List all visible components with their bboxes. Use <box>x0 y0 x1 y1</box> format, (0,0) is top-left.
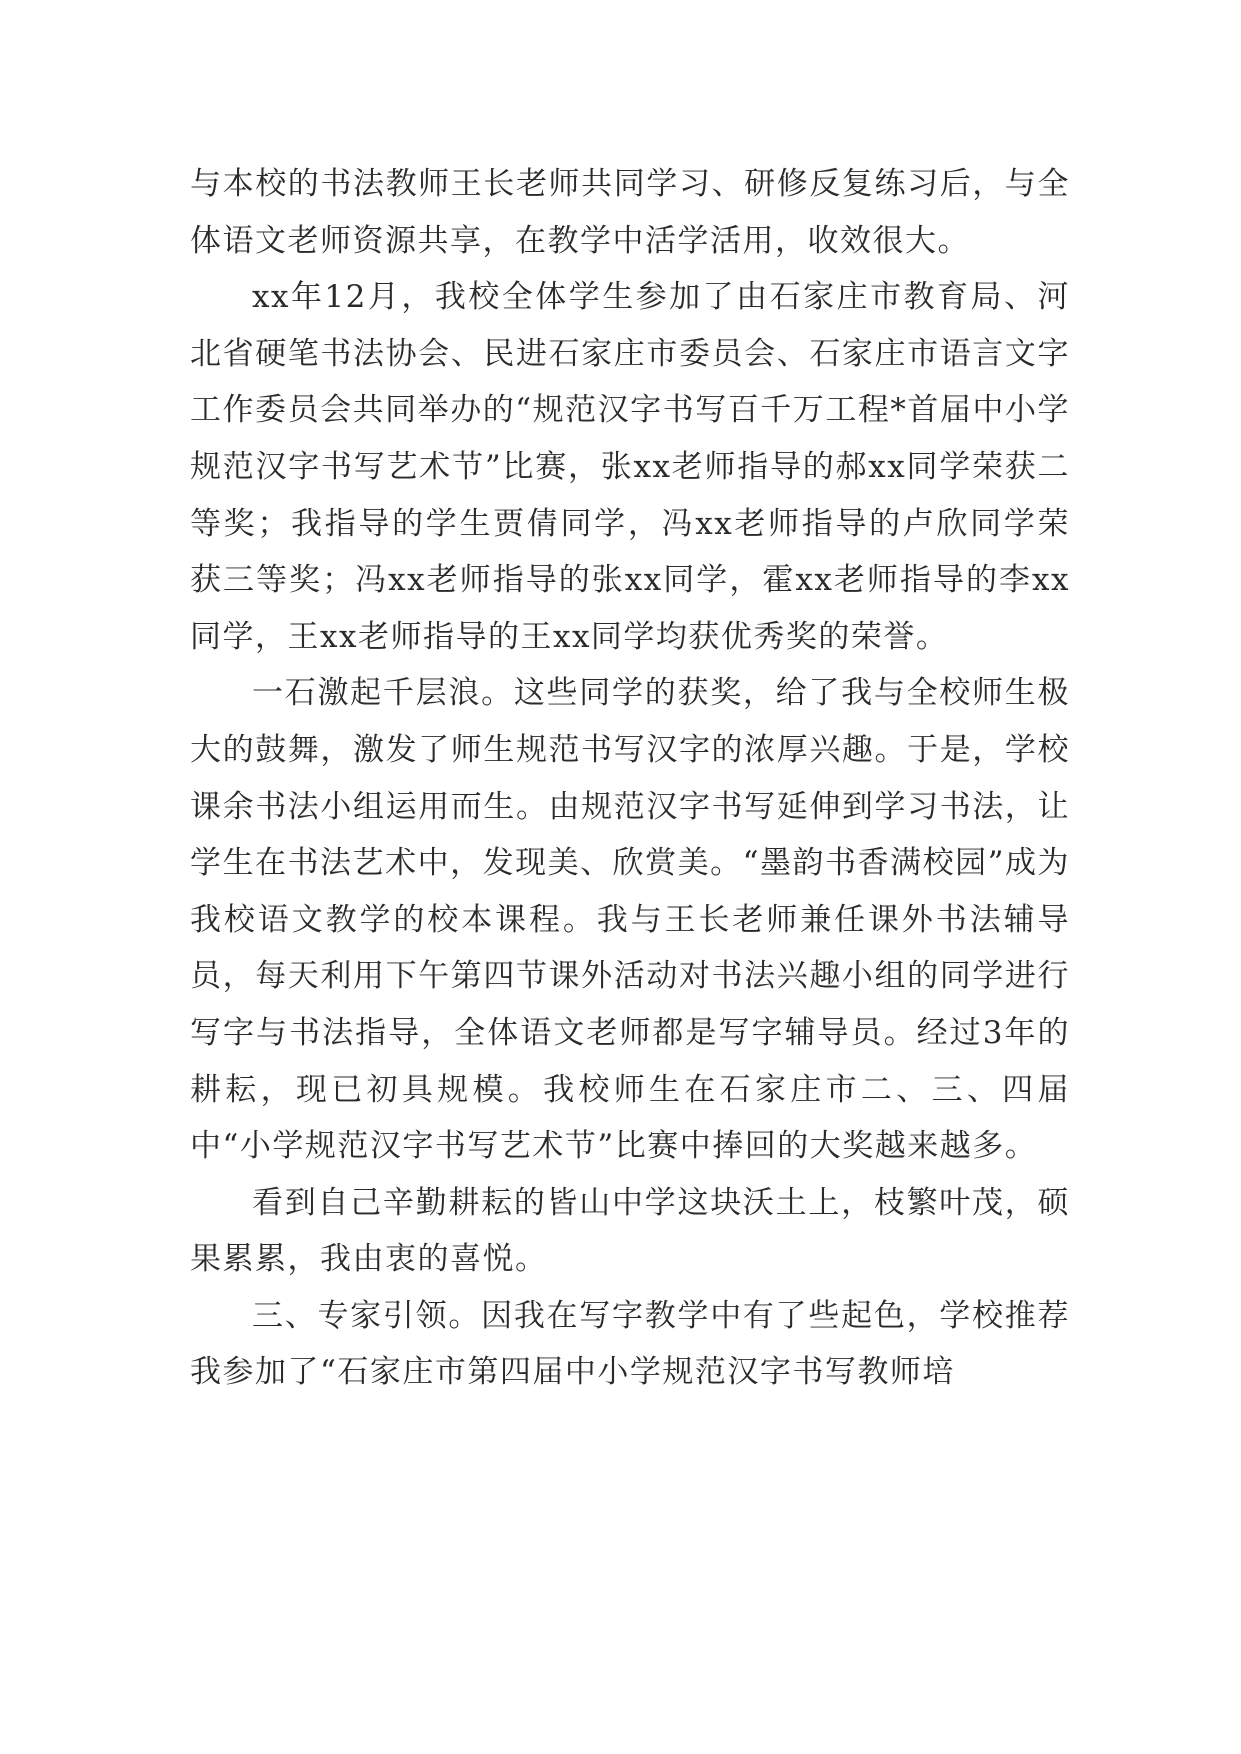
paragraph-harvest: 看到自己辛勤耕耘的皆山中学这块沃土上，枝繁叶茂，硕果累累，我由衷的喜悦。 <box>190 1184 1070 1278</box>
document-body <box>190 156 1070 1401</box>
paragraph-continuation: 与本校的书法教师王长老师共同学习、研修反复练习后，与全体语文老师资源共享，在教学中活学活用，收效很大。 <box>190 166 1070 259</box>
paragraph-calligraphy-group: 一石激起千层浪。这些同学的获奖，给了我与全校师生极大的鼓舞，激发了师生规范书写汉字的浓厚兴趣。于是，学校课余书法小组运用而生。由规范汉字书写延伸到学习书法，让学生在书法艺术中，发现美、欣赏美。“墨韵书香满校园”成为我校语文教学的校本课程。我与王长老师兼任课外书法辅导员，每天利用下午第四节课外活动对书法兴趣小组的同学进行写字与书法指导，全体语文老师都是写字辅导员。经过3年的耕耘，现已初具规模。我校师生在石家庄市二、三、四届中“小学规范汉字书写艺术节”比赛中捧回的大奖越来越多。 <box>190 675 1070 1165</box>
paragraph-expert-guidance: 三、专家引领。因我在写字教学中有了些起色，学校推荐我参加了“石家庄市第四届中小学规范汉字书写教师培 <box>190 1297 1070 1391</box>
paragraph-competition-awards: xx年12月，我校全体学生参加了由石家庄市教育局、河北省硬笔书法协会、民进石家庄市委员会、石家庄市语言文字工作委员会共同举办的“规范汉字书写百千万工程*首届中小学规范汉字书写艺术节”比赛，张xx老师指导的郝xx同学荣获二等奖；我指导的学生贾倩同学，冯xx老师指导的卢欣同学荣获三等奖；冯xx老师指导的张xx同学，霍xx老师指导的李xx同学，王xx老师指导的王xx同学均获优秀奖的荣誉。 <box>190 279 1070 655</box>
